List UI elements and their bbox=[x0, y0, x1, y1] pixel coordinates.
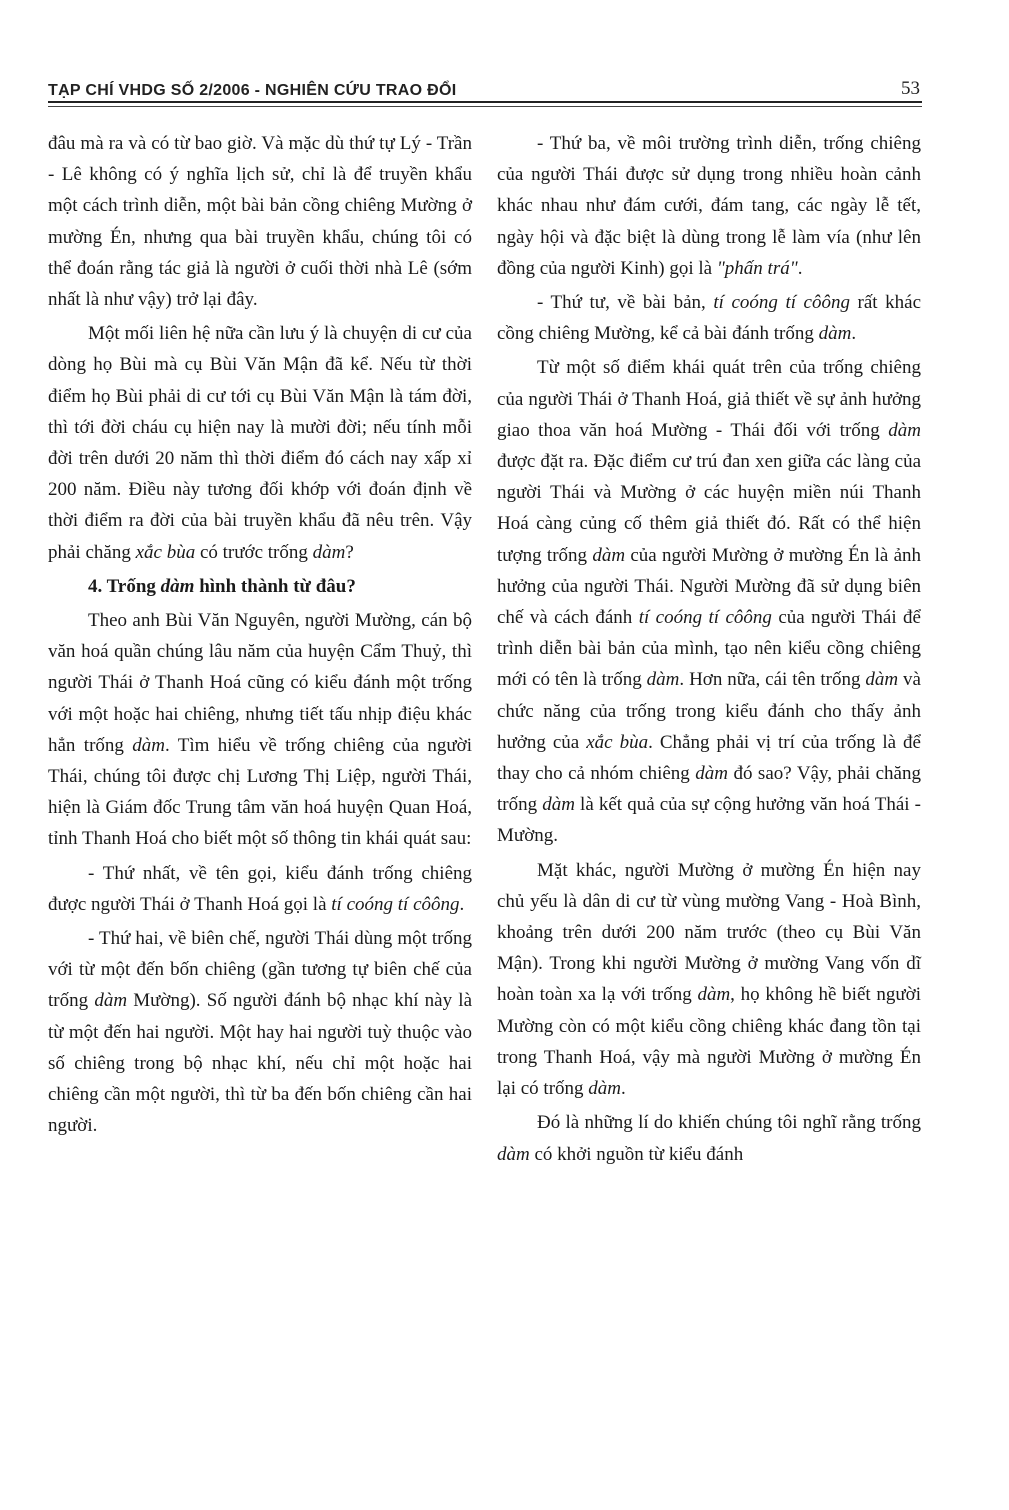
header-rule-thin bbox=[48, 106, 922, 107]
italic-term: "phấn trá" bbox=[716, 257, 798, 279]
paragraph bbox=[48, 318, 472, 568]
paragraph bbox=[48, 605, 472, 855]
italic-term: dàm bbox=[312, 541, 346, 563]
text: . bbox=[621, 1078, 626, 1100]
text: của người Thái để trình diễn bài bản của mình, tạo nên kiểu cồng chiêng mới có tên là trống bbox=[497, 607, 921, 691]
italic-term: dàm bbox=[132, 734, 165, 756]
header-rule-thick bbox=[48, 101, 922, 103]
text: Từ một số điểm khái quát trên của trống chiêng của người Thái ở Thanh Hoá, giả thiết về sự ảnh hưởng giao thoa văn hoá Mường - Thái đối với trống bbox=[497, 357, 921, 441]
text: Đó là những lí do khiến chúng tôi nghĩ rằng trống bbox=[537, 1112, 921, 1134]
text: và chức năng của trống trong kiểu đánh cho thấy ảnh hưởng của bbox=[497, 669, 921, 753]
italic-term: dàm bbox=[818, 323, 852, 345]
text: - Thứ ba, về môi trường trình diễn, trống chiêng của người Thái được sử dụng trong nhiều hoàn cảnh khác nhau như đám cưới, đám tang, các ngày lễ tết, ngày hội và đặc biệt là dùng trong lễ làm vía (như lên đồng của người Kinh) gọi là bbox=[497, 133, 921, 279]
italic-term: xắc bùa bbox=[135, 541, 196, 563]
italic-term: dàm bbox=[592, 544, 626, 566]
paragraph bbox=[497, 1107, 921, 1169]
italic-term: dàm bbox=[94, 990, 128, 1012]
text: có khởi nguồn từ kiểu đánh bbox=[529, 1143, 744, 1165]
text: , họ không hề biết người Mường còn có một kiểu cồng chiêng khác đang tồn tại trong Thanh Hoá, vậy mà người Mường ở mường Én lại có trống bbox=[497, 984, 921, 1100]
text: ? bbox=[345, 541, 354, 563]
paragraph bbox=[48, 923, 472, 1141]
paragraph bbox=[497, 855, 921, 1105]
text: Theo anh Bùi Văn Nguyên, người Mường, cán bộ văn hoá quần chúng lâu năm của huyện Cẩm Thuỷ, thì người Thái ở Thanh Hoá cũng có kiểu đánh một trống với một hoặc hai chiêng, nhưng tiết tấu nhịp điệu khác hẳn trống bbox=[48, 610, 472, 756]
paragraph bbox=[497, 287, 921, 349]
italic-term: dàm bbox=[646, 669, 680, 691]
text: . Chẳng phải vị trí của trống là để thay cho cả nhóm chiêng bbox=[497, 731, 921, 785]
italic-term: dàm bbox=[697, 984, 731, 1006]
paragraph bbox=[497, 352, 921, 851]
text: là kết quả của sự cộng hưởng văn hoá Thái - Mường. bbox=[497, 794, 921, 847]
italic-term: dàm bbox=[497, 1143, 530, 1165]
paragraph bbox=[48, 858, 472, 920]
text: đó sao? Vậy, phải chăng trống bbox=[497, 763, 921, 816]
text: . Tìm hiểu về trống chiêng của người Thái, chúng tôi được chị Lương Thị Liệp, người Thái, hiện là Giám đốc Trung tâm văn hoá huyện Quan Hoá, tỉnh Thanh Hoá cho biết một số thông tin khái quát sau: bbox=[48, 734, 472, 850]
italic-term: dàm bbox=[865, 669, 899, 691]
italic-term: dàm bbox=[695, 763, 728, 785]
page-number: 53 bbox=[901, 78, 920, 99]
section-heading bbox=[48, 571, 472, 602]
text: - Thứ tư, về bài bản, bbox=[537, 292, 714, 314]
text: . Hơn nữa, cái tên trống bbox=[679, 669, 866, 691]
text: Mường). Số người đánh bộ nhạc khí này là từ một đến hai người. Một hay hai người tuỳ thuộc vào số chiêng trong bộ nhạc khí, nếu chỉ một hoặc hai chiêng cần một người, thì từ ba đến bốn chiêng cần hai người. bbox=[48, 990, 473, 1137]
italic-term: tí coóng tí côông bbox=[331, 893, 460, 915]
text: hình thành từ đâu? bbox=[194, 575, 356, 597]
text: rất khác cồng chiêng Mường, kể cả bài đánh trống bbox=[497, 292, 922, 345]
text: . bbox=[851, 323, 857, 345]
text: của người Mường ở mường Én là ảnh hưởng của người Thái. Người Mường đã sử dụng biên chế và cách đánh bbox=[497, 544, 921, 629]
italic-term: tí coóng tí côông bbox=[713, 292, 850, 314]
text: - Thứ hai, về biên chế, người Thái dùng một trống với từ một đến bốn chiêng (gần tương tự biên chế của trống bbox=[48, 928, 472, 1012]
running-header bbox=[48, 70, 920, 100]
paragraph bbox=[497, 128, 921, 284]
text: được đặt ra. Đặc điểm cư trú đan xen giữa các làng của người Thái và Mường ở các huyện miền núi Thanh Hoá càng củng cố thêm giả thiết đó. Rất có thể hiện tượng trống bbox=[497, 451, 921, 566]
paragraph bbox=[48, 128, 472, 315]
text: Mặt khác, người Mường ở mường Én hiện nay chủ yếu là dân di cư từ vùng mường Vang - Hoà Bình, khoảng trên dưới 200 năm trước (theo cụ Bùi Văn Mận). Trong khi người Mường ở mường Vang vốn dĩ hoàn toàn xa lạ với trống bbox=[497, 859, 921, 1006]
left-column bbox=[48, 128, 472, 1142]
text: - Thứ nhất, về tên gọi, kiểu đánh trống chiêng được người Thái ở Thanh Hoá gọi là bbox=[48, 862, 472, 915]
text: . bbox=[459, 893, 465, 915]
italic-term: dàm bbox=[588, 1078, 622, 1100]
italic-term: dàm bbox=[160, 575, 195, 597]
italic-term: tí coóng tí côông bbox=[638, 607, 772, 629]
text: . bbox=[797, 257, 803, 279]
text: có trước trống bbox=[195, 541, 313, 563]
italic-term: dàm bbox=[542, 794, 575, 816]
text: Một mối liên hệ nữa cần lưu ý là chuyện di cư của dòng họ Bùi mà cụ Bùi Văn Mận đã kể. Nếu từ thời điểm họ Bùi phải di cư tới cụ Bùi Văn Mận là tám đời, thì tới đời cháu cụ hiện nay là mười đời; nếu tính mỗi đời trên dưới 20 năm thì thời điểm đó cách nay xấp xỉ 200 năm. Điều này tương đối khớp với đoán định về thời điểm ra đời của bài truyền khẩu đã nêu trên. Vậy phải chăng bbox=[48, 323, 472, 563]
text: 4. Trống bbox=[88, 575, 161, 597]
journal-title: TẠP CHÍ VHDG SỐ 2/2006 - NGHIÊN CỨU TRAO ĐỔI bbox=[48, 82, 457, 99]
right-column bbox=[497, 128, 921, 1170]
italic-term: dàm bbox=[888, 419, 921, 441]
italic-term: xắc bùa bbox=[586, 731, 649, 753]
text: đâu mà ra và có từ bao giờ. Và mặc dù thứ tự Lý - Trần - Lê không có ý nghĩa lịch sử, chỉ là để truyền khẩu một cách trình diễn, một bài bản cồng chiêng Mường ở mường Én, nhưng qua bài truyền khẩu, chúng tôi có thể đoán rằng tác giả là người ở cuối thời nhà Lê (sớm nhất là như vậy) trở lại đây. bbox=[48, 133, 472, 311]
